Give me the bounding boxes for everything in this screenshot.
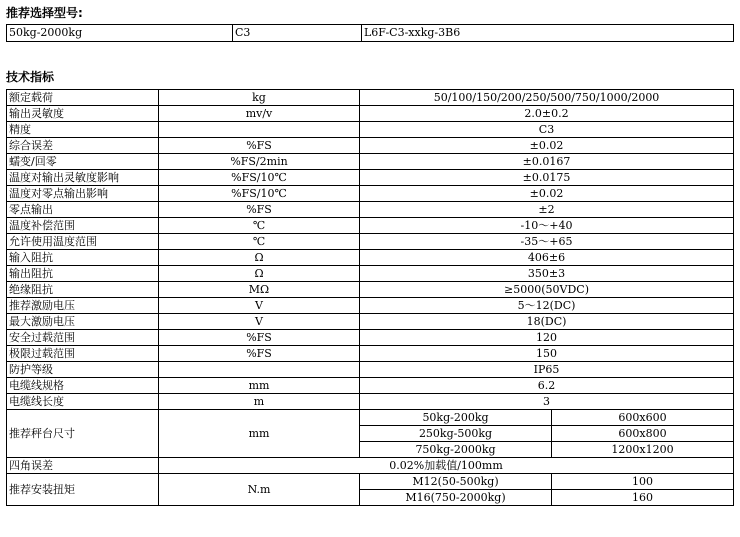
spec-name: 允许使用温度范围 [7, 234, 159, 250]
table-row [7, 362, 734, 378]
spec-name: 电缆线规格 [7, 378, 159, 394]
spec-unit: %FS [159, 330, 360, 346]
spec-value: ±0.02 [360, 138, 734, 154]
table-row [7, 186, 734, 202]
torque-bolt: M12(50-500kg) [360, 474, 552, 490]
spec-unit: ℃ [159, 234, 360, 250]
platform-dimension: 1200x1200 [552, 442, 734, 458]
spec-name: 安全过载范围 [7, 330, 159, 346]
spec-value: 2.0±0.2 [360, 106, 734, 122]
platform-range: 750kg-2000kg [360, 442, 552, 458]
spec-value: -10～+40 [360, 218, 734, 234]
spec-value: 50/100/150/200/250/500/750/1000/2000 [360, 90, 734, 106]
spec-value: ±0.0175 [360, 170, 734, 186]
spec-unit: ℃ [159, 218, 360, 234]
spec-value: 120 [360, 330, 734, 346]
table-row [7, 218, 734, 234]
spec-value: C3 [360, 122, 734, 138]
spec-name: 额定载荷 [7, 90, 159, 106]
table-row [7, 378, 734, 394]
spec-value: ±2 [360, 202, 734, 218]
table-row [7, 106, 734, 122]
spec-name: 温度补偿范围 [7, 218, 159, 234]
capacity-range-cell: 50kg-2000kg [7, 25, 233, 42]
spec-name: 温度对输出灵敏度影响 [7, 170, 159, 186]
spec-unit: %FS/2min [159, 154, 360, 170]
spec-unit [159, 122, 360, 138]
spec-unit: mm [159, 378, 360, 394]
spec-unit: %FS/10℃ [159, 186, 360, 202]
table-row [7, 314, 734, 330]
table-row [7, 474, 734, 490]
table-row [7, 458, 734, 474]
accuracy-class-cell: C3 [233, 25, 362, 42]
table-row [7, 25, 734, 42]
table-row [7, 330, 734, 346]
spec-value: IP65 [360, 362, 734, 378]
spec-unit: m [159, 394, 360, 410]
spec-value: ±0.0167 [360, 154, 734, 170]
spec-name: 电缆线长度 [7, 394, 159, 410]
spec-unit: kg [159, 90, 360, 106]
spec-name: 推荐激励电压 [7, 298, 159, 314]
corner-error-name: 四角误差 [7, 458, 159, 474]
platform-range: 50kg-200kg [360, 410, 552, 426]
spec-unit: %FS [159, 202, 360, 218]
torque-value: 160 [552, 490, 734, 506]
torque-value: 100 [552, 474, 734, 490]
spec-value: 350±3 [360, 266, 734, 282]
spec-unit: %FS [159, 138, 360, 154]
platform-dimension: 600x600 [552, 410, 734, 426]
spec-name: 输出阻抗 [7, 266, 159, 282]
torque-bolt: M16(750-2000kg) [360, 490, 552, 506]
table-row [7, 250, 734, 266]
table-row [7, 410, 734, 426]
recommended-model-table [6, 24, 734, 42]
table-row [7, 394, 734, 410]
spec-name: 极限过载范围 [7, 346, 159, 362]
spec-unit: V [159, 314, 360, 330]
spec-unit: %FS/10℃ [159, 170, 360, 186]
spec-value: 150 [360, 346, 734, 362]
platform-dimension: 600x800 [552, 426, 734, 442]
spec-name: 零点输出 [7, 202, 159, 218]
spec-unit [159, 362, 360, 378]
table-row [7, 90, 734, 106]
table-row [7, 138, 734, 154]
spec-unit: %FS [159, 346, 360, 362]
table-row [7, 346, 734, 362]
spec-name: 输入阻抗 [7, 250, 159, 266]
spec-unit: Ω [159, 250, 360, 266]
table-row [7, 234, 734, 250]
torque-unit: N.m [159, 474, 360, 506]
spec-name: 温度对零点输出影响 [7, 186, 159, 202]
spec-name: 输出灵敏度 [7, 106, 159, 122]
spec-unit: V [159, 298, 360, 314]
platform-size-unit: mm [159, 410, 360, 458]
torque-name: 推荐安装扭矩 [7, 474, 159, 506]
recommend-model-heading: 推荐选择型号: [6, 6, 83, 20]
spec-name: 精度 [7, 122, 159, 138]
tech-spec-heading: 技术指标 [6, 70, 55, 84]
spec-value: -35～+65 [360, 234, 734, 250]
table-row [7, 154, 734, 170]
table-row [7, 122, 734, 138]
platform-size-name: 推荐秤台尺寸 [7, 410, 159, 458]
spec-name: 防护等级 [7, 362, 159, 378]
table-row [7, 266, 734, 282]
model-number-cell: L6F-C3-xxkg-3B6 [362, 25, 734, 42]
spec-value: 406±6 [360, 250, 734, 266]
spec-name: 综合误差 [7, 138, 159, 154]
spec-name: 绝缘阻抗 [7, 282, 159, 298]
table-row [7, 298, 734, 314]
table-row [7, 170, 734, 186]
corner-error-value: 0.02%加载值/100mm [159, 458, 734, 474]
platform-range: 250kg-500kg [360, 426, 552, 442]
tech-spec-table [6, 89, 734, 506]
spec-unit: mv/v [159, 106, 360, 122]
table-row [7, 282, 734, 298]
spec-value: ±0.02 [360, 186, 734, 202]
spec-unit: MΩ [159, 282, 360, 298]
spec-value: 6.2 [360, 378, 734, 394]
spec-name: 最大激励电压 [7, 314, 159, 330]
spec-value: 5～12(DC) [360, 298, 734, 314]
spec-value: 3 [360, 394, 734, 410]
spec-value: ≥5000(50VDC) [360, 282, 734, 298]
table-row [7, 202, 734, 218]
spec-unit: Ω [159, 266, 360, 282]
spec-value: 18(DC) [360, 314, 734, 330]
spec-name: 蠕变/回零 [7, 154, 159, 170]
